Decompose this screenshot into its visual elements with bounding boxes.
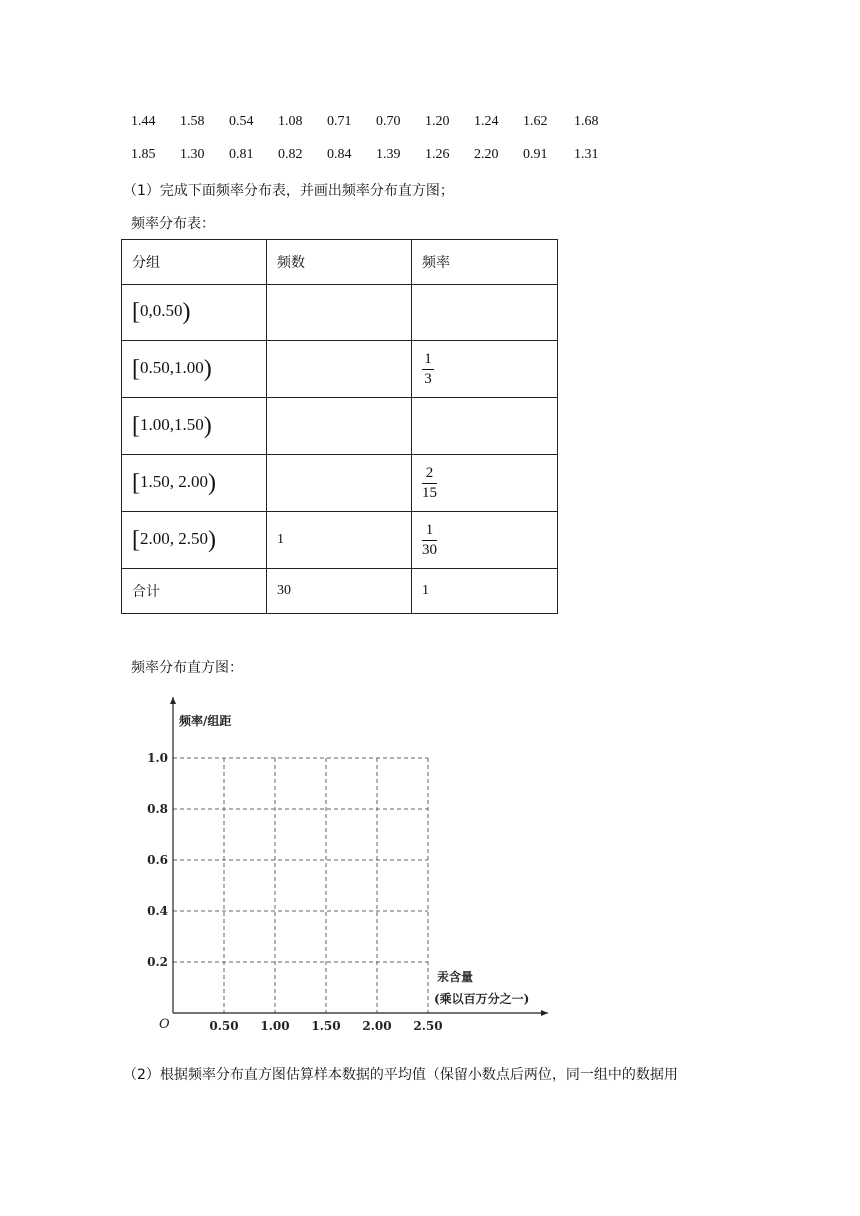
chart-grid	[173, 758, 428, 1013]
origin-label: O	[159, 1017, 170, 1032]
data-value: 1.26	[425, 147, 450, 162]
data-value: 1.30	[180, 147, 205, 162]
interval-label: [1.50, 2.00)	[132, 469, 216, 496]
data-value: 1.62	[523, 114, 548, 129]
y-axis-title: 频率/组距	[179, 714, 232, 728]
y-tick-label: 0.8	[147, 802, 168, 816]
denominator: 3	[424, 370, 432, 387]
denominator: 30	[422, 541, 437, 558]
data-value: 1.68	[574, 114, 599, 129]
header-group: 分组	[122, 240, 267, 285]
header-frequency: 频率	[412, 240, 558, 285]
x-axis-title-line1: 汞含量	[437, 970, 474, 984]
interval-label: [1.00,1.50)	[132, 412, 212, 439]
question-2: （2）根据频率分布直方图估算样本数据的平均值（保留小数点后两位，同一组中的数据用	[123, 1067, 678, 1083]
x-tick-label: 0.50	[209, 1019, 239, 1033]
total-count: 30	[267, 569, 412, 614]
denominator: 15	[422, 484, 437, 501]
x-axis-title-line2: (乘以百万分之一)	[434, 992, 530, 1006]
y-axis-arrow	[170, 697, 176, 704]
y-tick-label: 0.2	[147, 955, 168, 969]
numerator: 1	[425, 521, 434, 538]
interval-label: [2.00, 2.50)	[132, 526, 216, 553]
x-tick-label: 2.00	[362, 1019, 392, 1033]
interval-label: [0,0.50)	[132, 299, 191, 325]
total-frequency: 1	[412, 569, 558, 614]
x-tick-label: 2.50	[413, 1019, 443, 1033]
count-cell: 1	[267, 512, 412, 569]
data-value: 1.58	[180, 114, 205, 129]
data-value: 1.31	[574, 147, 599, 162]
total-label: 合计	[122, 569, 267, 614]
question-1: （1）完成下面频率分布表，并画出频率分布直方图；	[123, 183, 454, 199]
data-value: 1.20	[425, 114, 450, 129]
y-tick-label: 0.4	[147, 904, 168, 918]
data-value: 0.70	[376, 114, 401, 129]
data-value: 1.08	[278, 114, 303, 129]
header-count: 频数	[267, 240, 412, 285]
data-value: 0.82	[278, 147, 303, 162]
data-value: 0.91	[523, 147, 548, 162]
data-value: 1.44	[131, 114, 156, 129]
y-tick-label: 0.6	[147, 853, 168, 867]
data-value: 1.39	[376, 147, 401, 162]
data-value: 2.20	[474, 147, 499, 162]
histogram-caption: 频率分布直方图：	[131, 660, 243, 676]
data-value: 0.84	[327, 147, 352, 162]
data-value: 1.24	[474, 114, 499, 129]
y-tick-label: 1.0	[147, 751, 168, 765]
x-axis-arrow	[541, 1010, 548, 1016]
chart-labels	[147, 713, 529, 1033]
table-caption: 频率分布表：	[131, 216, 215, 232]
numerator: 1	[424, 350, 432, 367]
chart-axes	[170, 697, 548, 1016]
data-value: 0.71	[327, 114, 352, 129]
data-value: 0.81	[229, 147, 254, 162]
numerator: 2	[425, 464, 434, 481]
interval-label: [0.50,1.00)	[132, 355, 212, 382]
x-tick-label: 1.00	[260, 1019, 290, 1033]
x-tick-label: 1.50	[311, 1019, 341, 1033]
data-value: 0.54	[229, 114, 254, 129]
data-value: 1.85	[131, 147, 156, 162]
